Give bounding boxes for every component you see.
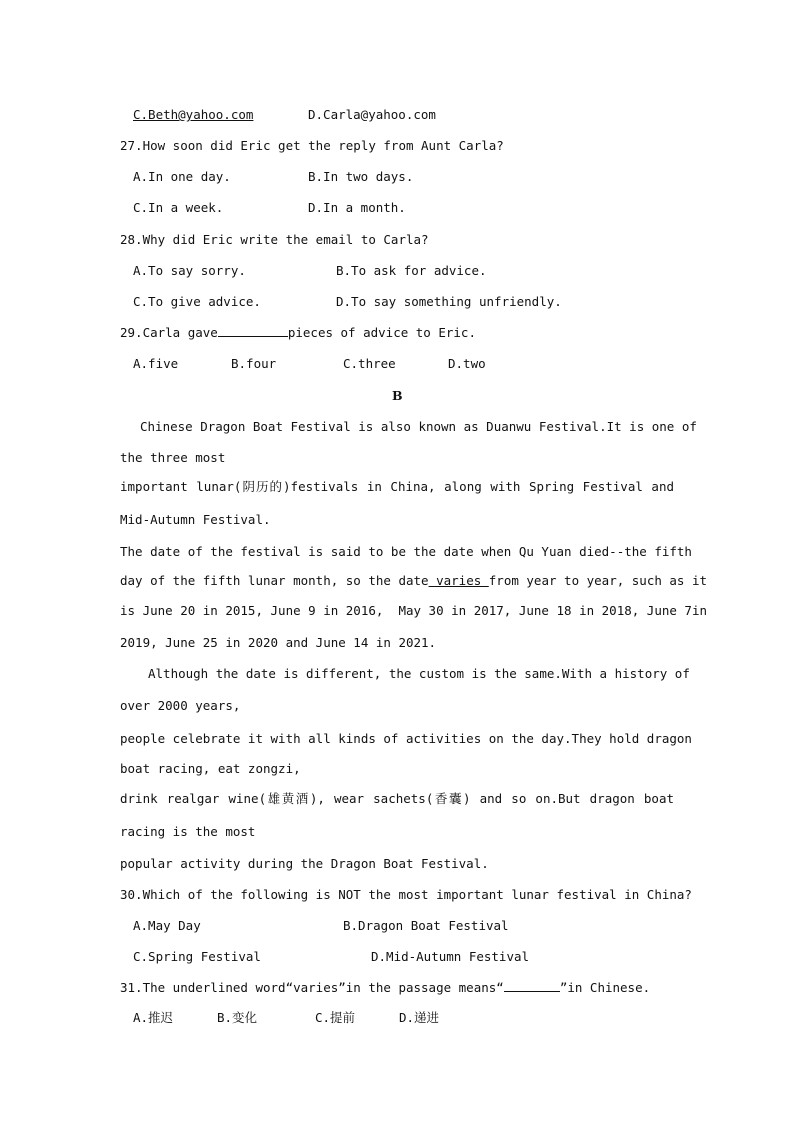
passage-line-3: important lunar(阴历的)festivals in China, along with Spring Festival and	[120, 479, 674, 494]
q30-option-b[interactable]: B.Dragon Boat Festival	[343, 918, 509, 933]
q31-option-a[interactable]: A.推迟	[133, 1010, 174, 1025]
passage-line-6	[120, 572, 708, 590]
q29-answer-blank[interactable]	[218, 324, 288, 337]
passage-line-10: over 2000 years,	[120, 698, 241, 713]
q28-option-d[interactable]: D.To say something unfriendly.	[336, 294, 562, 309]
q29-option-d[interactable]: D.two	[448, 356, 486, 371]
passage-line-15: popular activity during the Dragon Boat Festival.	[120, 856, 489, 871]
q31-stem-pre: 31.The underlined word“varies”in the passage means“	[120, 980, 504, 995]
q31-option-d[interactable]: D.递进	[399, 1010, 440, 1025]
q27-option-a[interactable]: A.In one day.	[133, 169, 231, 184]
q27-option-d[interactable]: D.In a month.	[308, 200, 406, 215]
q31-option-b[interactable]: B.变化	[217, 1010, 258, 1025]
q29-option-b[interactable]: B.four	[231, 356, 277, 371]
underlined-word-varies: varies	[428, 573, 489, 588]
q31-stem-post: ”in Chinese.	[559, 980, 651, 995]
q26-option-d[interactable]: D.Carla@yahoo.com	[308, 107, 436, 122]
passage-line-1: Chinese Dragon Boat Festival is also known as Duanwu Festival.It is one of	[140, 419, 697, 434]
passage-line-6-post: from year to year, such as it	[488, 573, 708, 588]
q31-stem	[120, 979, 650, 997]
q29-stem	[120, 324, 476, 342]
q29-option-a[interactable]: A.five	[133, 356, 179, 371]
q30-option-c[interactable]: C.Spring Festival	[133, 949, 261, 964]
q30-stem: 30.Which of the following is NOT the most important lunar festival in China?	[120, 887, 692, 902]
q29-stem-post: pieces of advice to Eric.	[287, 325, 476, 340]
passage-line-5: The date of the festival is said to be the date when Qu Yuan died--the fifth	[120, 544, 692, 559]
q28-option-c[interactable]: C.To give advice.	[133, 294, 261, 309]
q27-option-c[interactable]: C.In a week.	[133, 200, 224, 215]
passage-line-2: the three most	[120, 450, 226, 465]
q27-stem: 27.How soon did Eric get the reply from Aunt Carla?	[120, 138, 504, 153]
passage-line-4: Mid-Autumn Festival.	[120, 512, 271, 527]
passage-line-11: people celebrate it with all kinds of activities on the day.They hold dragon	[120, 731, 692, 746]
q31-option-c[interactable]: C.提前	[315, 1010, 356, 1025]
passage-line-8: 2019, June 25 in 2020 and June 14 in 2021.	[120, 635, 437, 650]
passage-line-12: boat racing, eat zongzi,	[120, 761, 301, 776]
q31-answer-blank[interactable]	[504, 979, 560, 992]
q28-stem: 28.Why did Eric write the email to Carla?	[120, 232, 429, 247]
q29-stem-pre: 29.Carla gave	[120, 325, 218, 340]
section-title: B	[392, 388, 403, 403]
passage-line-9: Although the date is different, the custom is the same.With a history of	[148, 666, 690, 681]
q28-option-a[interactable]: A.To say sorry.	[133, 263, 246, 278]
q28-option-b[interactable]: B.To ask for advice.	[336, 263, 487, 278]
q30-option-d[interactable]: D.Mid-Autumn Festival	[371, 949, 530, 964]
passage-line-7: is June 20 in 2015, June 9 in 2016, May 30 in 2017, June 18 in 2018, June 7in	[120, 603, 707, 618]
passage-line-13: drink realgar wine(雄黄酒), wear sachets(香囊) and so on.But dragon boat	[120, 791, 674, 806]
q27-option-b[interactable]: B.In two days.	[308, 169, 414, 184]
q26-option-c[interactable]: C.Beth@yahoo.com	[133, 107, 254, 122]
q29-option-c[interactable]: C.three	[343, 356, 396, 371]
q30-option-a[interactable]: A.May Day	[133, 918, 201, 933]
passage-line-14: racing is the most	[120, 824, 256, 839]
passage-line-6-pre: day of the fifth lunar month, so the date	[120, 573, 429, 588]
